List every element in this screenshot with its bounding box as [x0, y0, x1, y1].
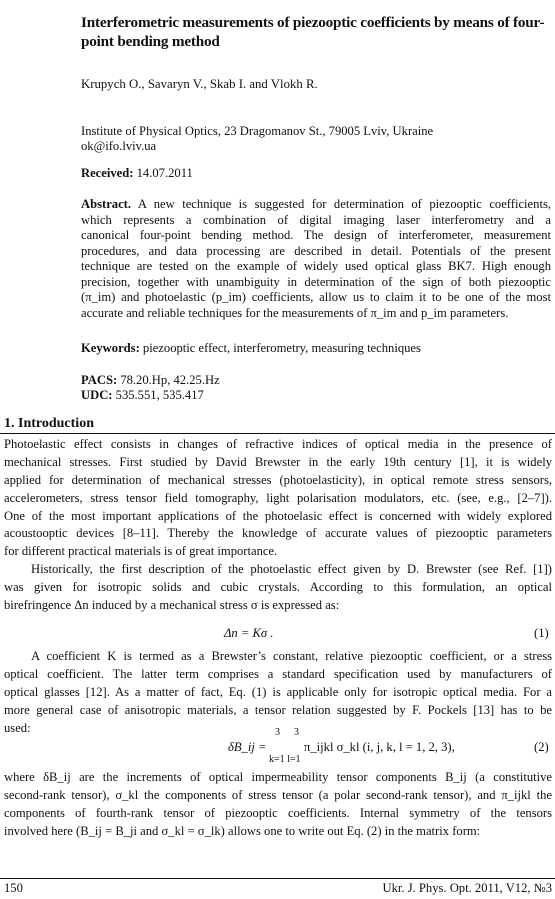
equation-2-lhs: δB_ij =: [228, 740, 267, 754]
udc-line: UDC: 535.551, 535.417: [81, 388, 204, 402]
body-line: more general case of anisotropic materials, a tensor relation suggested by F. Pockels [13] has to be: [4, 702, 552, 717]
body-line: applied for determination of mechanical stresses (photoelasticity), in optical remote stress sensors,: [4, 472, 552, 487]
authors: Krupych O., Savaryn V., Skab I. and Vlokh R.: [81, 77, 318, 91]
paper-title: Interferometric measurements of piezooptic coefficients by means of four-point bending method: [81, 14, 545, 50]
abstract-line: precision, together with unambiguity in determination of the sign of both piezooptic: [81, 274, 551, 289]
email-link[interactable]: ok@ifo.lviv.ua: [81, 139, 157, 154]
classification: [81, 373, 220, 403]
keywords-value: piezooptic effect, interferometry, measuring techniques: [142, 341, 421, 355]
affiliation: [81, 124, 551, 154]
body-line: was given for isotropic solids and cubic crystals. According to this formulation, an optical: [4, 580, 552, 595]
sum-index: k=1 l=1: [269, 754, 301, 765]
body-line: acoustooptic devices [8–11]. Thereby the knowledge of accurate values of piezooptic parameters: [4, 526, 552, 541]
sum-upper-limit: 3: [275, 727, 280, 738]
received-label: Received:: [81, 166, 134, 180]
abstract: [81, 197, 551, 321]
equation-2-rhs: π_ijkl σ_kl (i, j, k, l = 1, 2, 3),: [304, 740, 455, 754]
body-line: optical glasses [12]. As a matter of fact, Eq. (1) is applicable only for isotropic optical media. For a: [4, 684, 552, 699]
footer-divider: [0, 878, 555, 879]
abstract-line: procedures, and data processing are described in detail. Potentials of the present: [81, 243, 551, 258]
section-heading: 1. Introduction: [4, 416, 94, 431]
pacs-line: PACS: 78.20.Hp, 42.25.Hz: [81, 373, 220, 387]
keywords: [81, 342, 421, 355]
abstract-line: technique are tested on the example of widely used optical glass BK7. High enough: [81, 259, 551, 273]
keywords-label: Keywords:: [81, 341, 140, 355]
sum-upper-limit: 3: [294, 727, 299, 738]
body-line: accelerometers, stress tensor field tomography, light polarisation modulators, etc. (see, e.g., [2–7]).: [4, 490, 552, 505]
abstract-line: canonical four-point bending method. The design of interferometer, measurement: [81, 228, 551, 242]
received-value: 14.07.2011: [136, 166, 193, 180]
paragraph-2: [4, 648, 552, 737]
journal-reference: Ukr. J. Phys. Opt. 2011, V12, №3: [382, 881, 552, 895]
body-line: used:: [4, 720, 31, 735]
abstract-line: Abstract. A new technique is suggested for determination of piezooptic coefficients,: [81, 197, 551, 211]
abstract-line: which represents a combination of digital imaging laser interferometry and a: [81, 212, 551, 227]
abstract-line: accurate and reliable techniques for the measurements of π_im and p_im parameters.: [81, 305, 509, 320]
institute-address: Institute of Physical Optics, 23 Dragomanov St., 79005 Lviv, Ukraine: [81, 124, 434, 138]
body-line: mechanical stresses. First studied by David Brewster in the early 19th century [1], it is widely: [4, 454, 552, 469]
body-line: for different practical materials is of great importance.: [4, 544, 278, 559]
equation-1-body: Δn = Kσ .: [224, 626, 274, 640]
body-line: A coefficient K is termed as a Brewster’s constant, relative piezooptic coefficient, or a stress: [31, 649, 552, 663]
body-line: components of fourth-rank tensor of piezooptic coefficients. Internal symmetry of the tensors: [4, 806, 552, 820]
equation-1-number: (1): [534, 626, 549, 640]
equation-2: [4, 728, 552, 768]
abstract-line: (π_im) and photoelastic (p_im) coefficients, allow us to claim it to be one of the most: [81, 290, 551, 304]
body-line: second-rank tensor), σ_kl the components of stress tensor (a polar second-rank tensor), and π_ijkl the: [4, 788, 552, 802]
received-date: [81, 167, 193, 180]
body-line: optical coefficient. The latter term comprises a standard specification used by manufacturers of: [4, 666, 552, 681]
introduction-paragraph: [4, 436, 552, 615]
section-divider: [0, 433, 555, 434]
page-number: 150: [4, 881, 23, 895]
body-line: involved here (B_ij = B_ji and σ_kl = σ_lk) allows one to write out Eq. (2) in the matrix form:: [4, 824, 481, 838]
body-line: One of the most important applications of the photoelasic effect is concerned with widely explored: [4, 508, 552, 523]
abstract-label: Abstract.: [81, 197, 132, 211]
equation-2-number: (2): [534, 740, 549, 754]
body-line: Photoelastic effect consists in changes of refractive indices of optical media in the presence of: [4, 437, 552, 451]
body-line: birefringence Δn induced by a mechanical stress σ is expressed as:: [4, 598, 340, 613]
paragraph-3: [4, 768, 552, 840]
body-line: where δB_ij are the increments of optical impermeability tensor components B_ij (a constitutive: [4, 770, 552, 784]
body-line: Historically, the first description of the photoelastic effect given by D. Brewster (see Ref. [1]): [31, 562, 552, 577]
